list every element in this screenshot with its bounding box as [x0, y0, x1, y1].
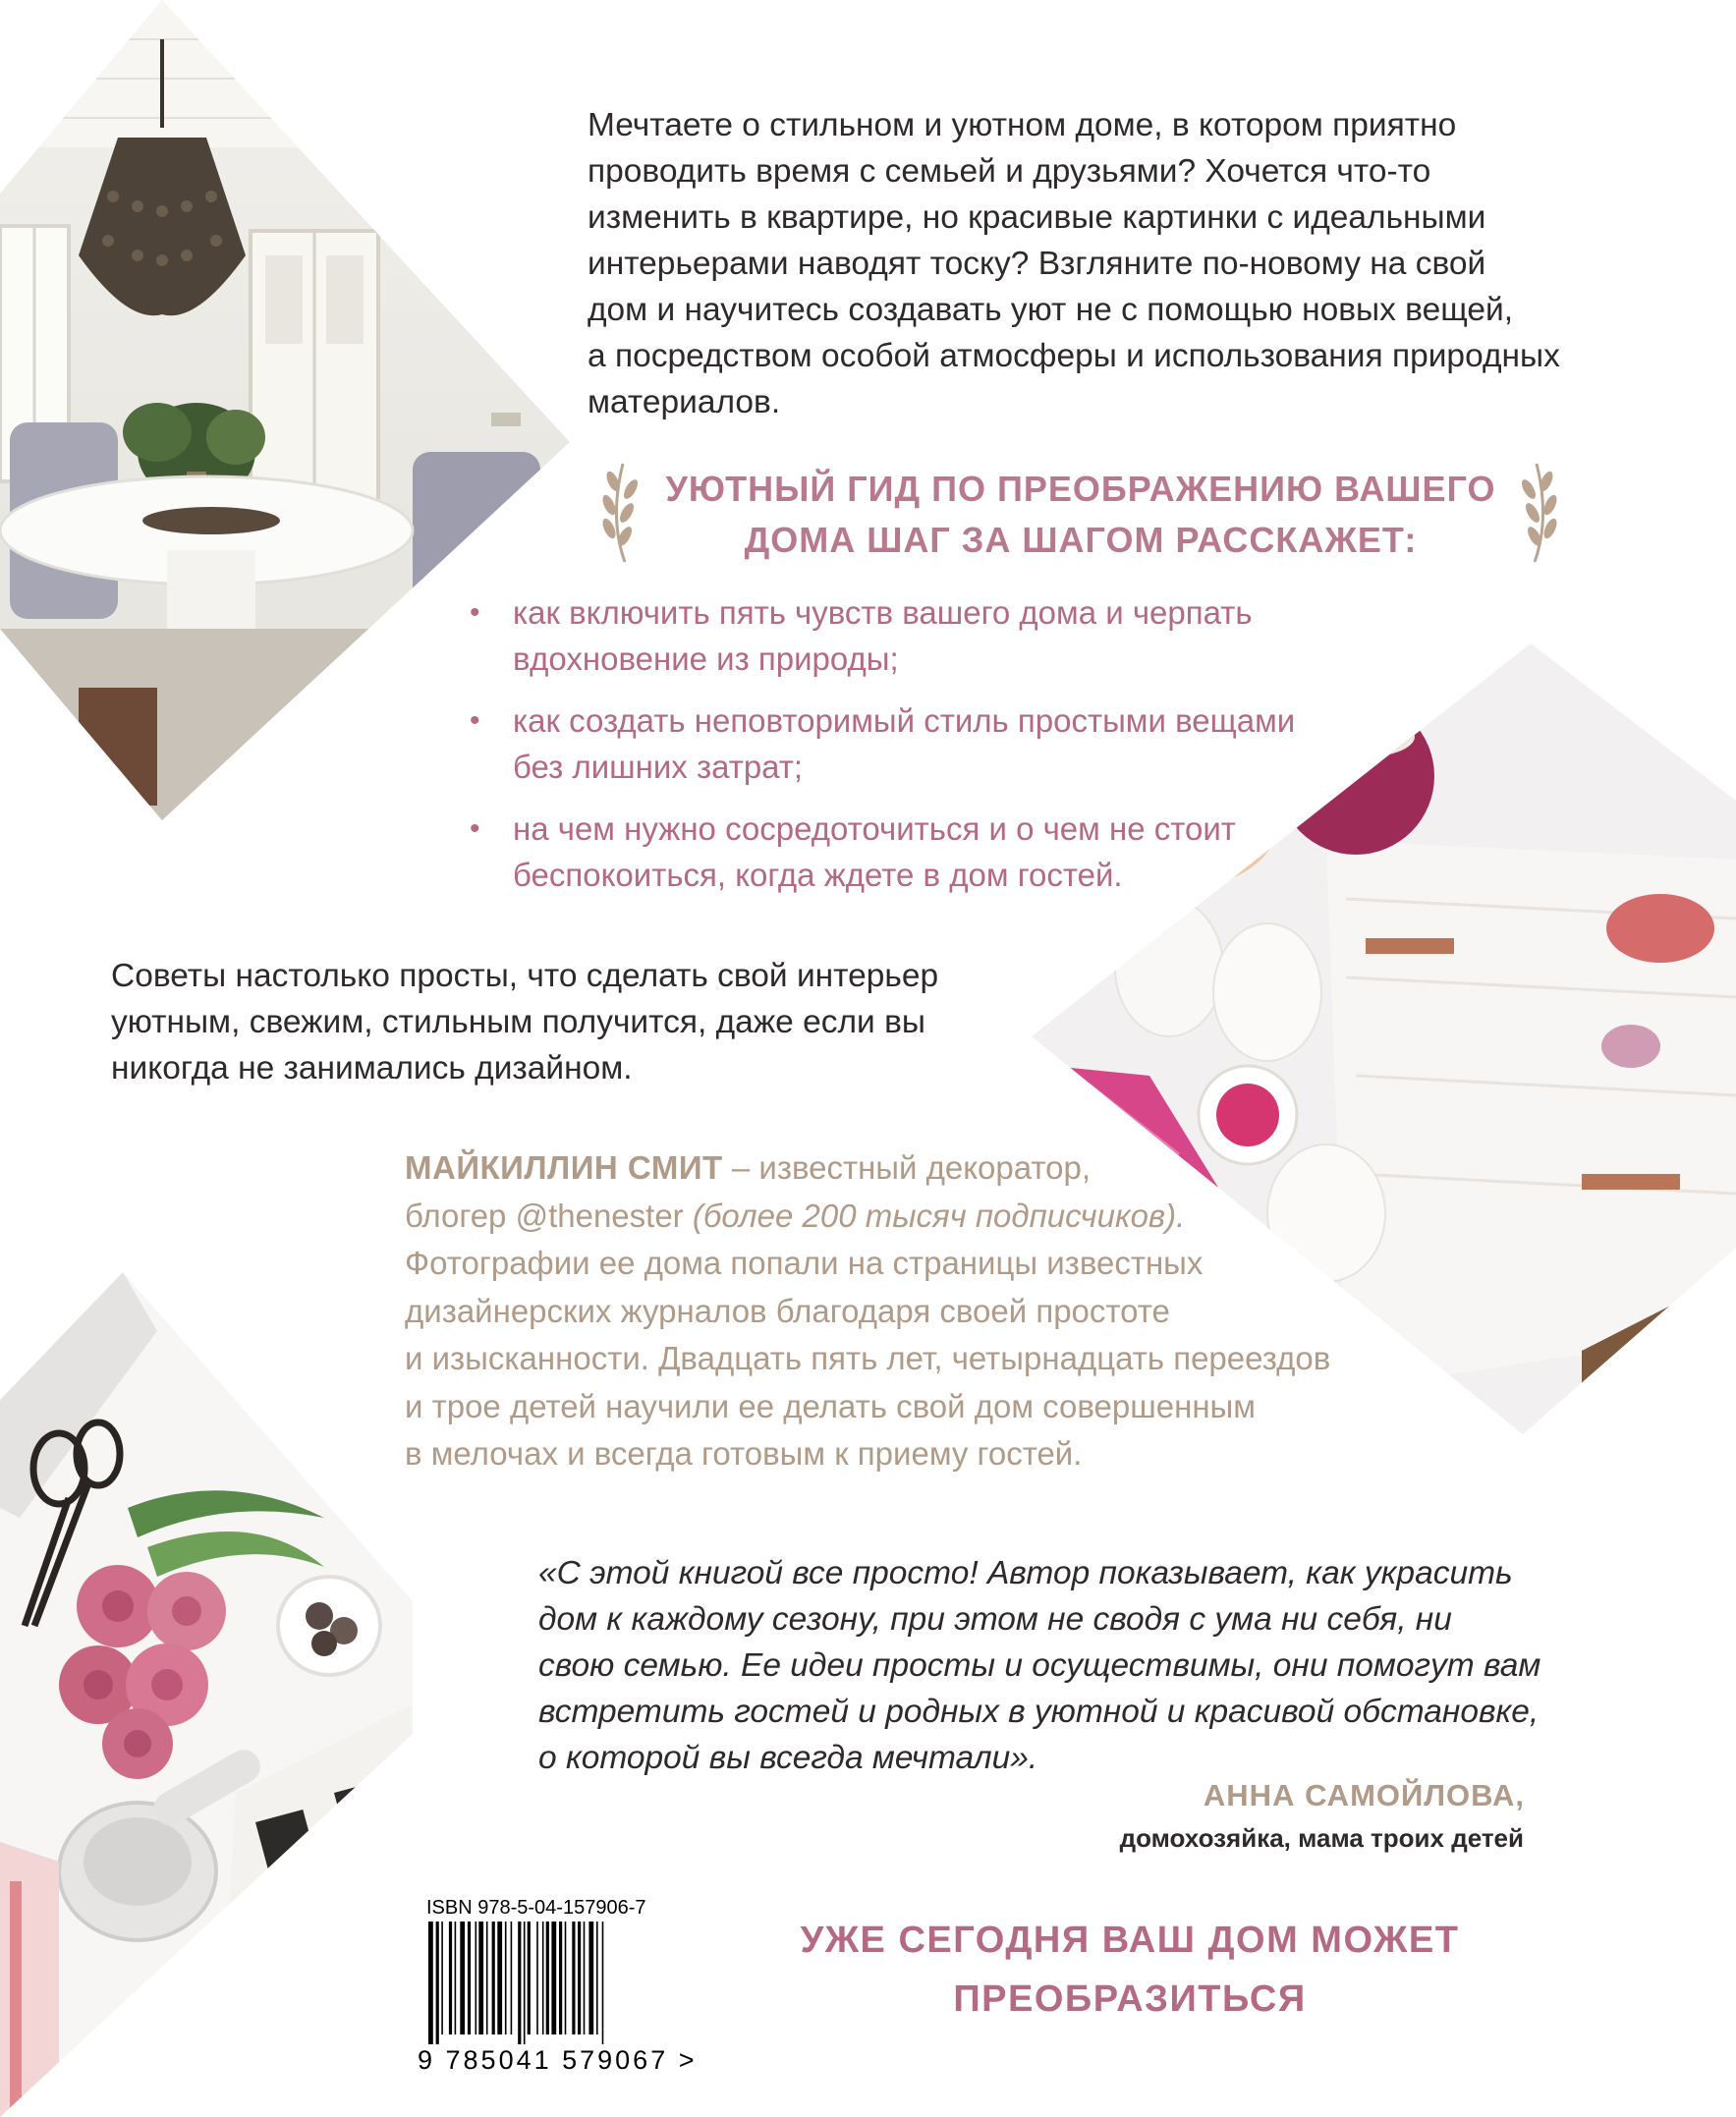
section-heading — [589, 464, 1572, 566]
tips-line: никогда не занимались дизайном. — [111, 1050, 633, 1086]
bio-line: в мелочах и всегда готовым к приему гостей. — [405, 1435, 1083, 1472]
isbn-label: ISBN 978-5-04-157906-7 — [426, 1897, 646, 1919]
intro-line: проводить время с семьей и друзьями? Хочется что-то — [588, 153, 1431, 190]
bio-text: блогер @thenester — [405, 1197, 693, 1234]
intro-line: интерьерами наводят тоску? Взгляните по-новому на свой — [588, 246, 1486, 282]
bio-line: и изысканности. Двадцать пять лет, четырнадцать переездов — [405, 1340, 1331, 1376]
barcode — [424, 1922, 650, 2044]
list-item-line: без лишних затрат; — [513, 749, 804, 785]
bio-followers: (более 200 тысяч подписчиков). — [692, 1197, 1186, 1234]
list-item-line: как создать неповторимый стиль простыми вещами — [513, 702, 1296, 739]
closing-line: УЖЕ СЕГОДНЯ ВАШ ДОМ МОЖЕТ — [800, 1920, 1460, 1961]
closing-line: ПРЕОБРАЗИТЬСЯ — [953, 1978, 1307, 2020]
bio-line: Фотографии ее дома попали на страницы известных — [405, 1245, 1204, 1281]
roses-and-scissors-photo — [0, 1272, 413, 2117]
list-item-line: беспокоиться, когда ждете в дом гостей. — [513, 857, 1123, 893]
quote-author: АННА САМОЙЛОВА, — [1203, 1778, 1525, 1812]
bio-line — [405, 1193, 1387, 1241]
closing-tagline — [688, 1911, 1572, 2029]
barcode-number: 9 785041 579067 > — [418, 2045, 698, 2075]
intro-line: дом и научитесь создавать уют не с помощью новых вещей, — [588, 292, 1514, 328]
tips-line: Советы настолько просты, что сделать свой интерьер — [111, 958, 939, 994]
bullet-marker: • — [470, 812, 480, 845]
quote-line: о которой вы всегда мечтали». — [538, 1740, 1038, 1776]
review-quote — [538, 1550, 1570, 1781]
intro-line: изменить в квартире, но красивые картинки с идеальными — [588, 199, 1486, 236]
bullet-marker: • — [470, 596, 480, 629]
author-bio — [405, 1144, 1387, 1478]
author-name: МАЙКИЛЛИН СМИТ — [405, 1149, 723, 1186]
bio-text: – известный декоратор, — [722, 1149, 1091, 1186]
bio-line — [405, 1144, 1387, 1193]
intro-line: Мечтаете о стильном и уютном доме, в котором приятно — [588, 107, 1457, 143]
tips-line: уютным, свежим, стильным получится, даже если вы — [111, 1004, 925, 1040]
intro-paragraph — [588, 102, 1649, 425]
quote-author-role: домохозяйка, мама троих детей — [1119, 1823, 1524, 1853]
quote-line: встретить гостей и родных в уютной и красивой обстановке, — [538, 1694, 1540, 1730]
intro-line: материалов. — [588, 384, 781, 420]
heading-line: УЮТНЫЙ ГИД ПО ПРЕОБРАЖЕНИЮ ВАШЕГО — [665, 469, 1496, 509]
quote-line: свою семью. Ее идеи просты и осуществимы, они помогут вам — [538, 1647, 1541, 1684]
quote-line: дом к каждому сезону, при этом не сводя с ума ни себя, ни — [538, 1601, 1452, 1638]
intro-line: а посредством особой атмосферы и использования природных — [588, 338, 1560, 374]
dining-room-chandelier-photo — [0, 0, 570, 825]
quote-line: «С этой книгой все просто! Автор показывает, как украсить — [538, 1555, 1513, 1591]
heading-line: ДОМА ШАГ ЗА ШАГОМ РАССКАЖЕТ: — [744, 520, 1418, 560]
list-item-line: как включить пять чувств вашего дома и черпать — [513, 594, 1253, 631]
bio-line: и трое детей научили ее делать свой дом совершенным — [405, 1387, 1256, 1424]
list-item-line: на чем нужно сосредоточиться и о чем не стоит — [513, 810, 1236, 847]
tips-paragraph — [111, 953, 995, 1091]
bio-line: дизайнерских журналов благодаря своей простоте — [405, 1292, 1170, 1329]
bullet-marker: • — [470, 704, 480, 737]
list-item-line: вдохновение из природы; — [513, 641, 899, 677]
